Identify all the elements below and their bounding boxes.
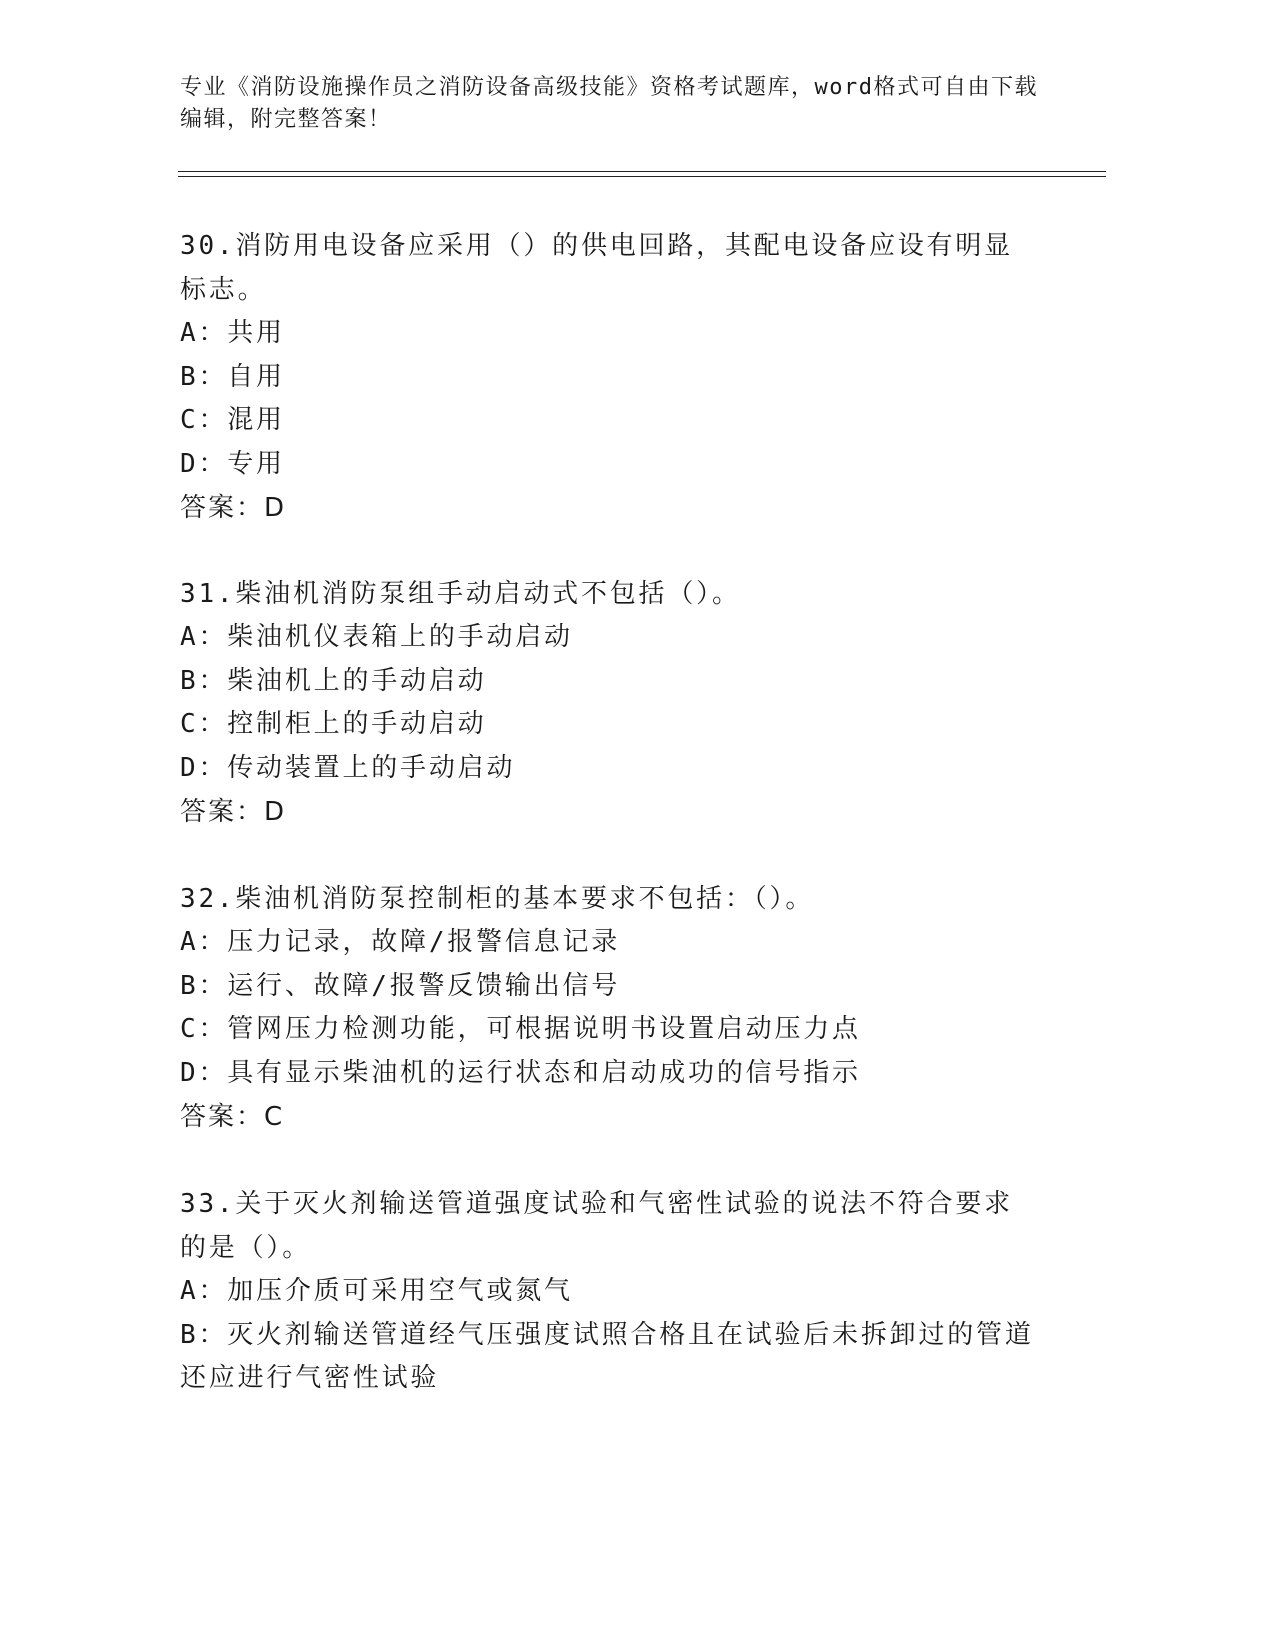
answer: 答案：D bbox=[180, 797, 287, 827]
option-b: B：运行、故障/报警反馈输出信号 bbox=[180, 970, 621, 1001]
question-32 bbox=[180, 877, 1040, 1139]
question-30 bbox=[180, 224, 1040, 530]
question-stem: 32.柴油机消防泵控制柜的基本要求不包括：（）。 bbox=[180, 884, 815, 914]
option-b: B：柴油机上的手动启动 bbox=[180, 665, 487, 696]
option-c: C：管网压力检测功能，可根据说明书设置启动压力点 bbox=[180, 1014, 861, 1044]
answer: 答案：C bbox=[180, 1102, 285, 1132]
option-a: A：柴油机仪表箱上的手动启动 bbox=[180, 622, 573, 652]
question-33 bbox=[180, 1182, 1040, 1401]
answer: 答案：D bbox=[180, 493, 287, 523]
option-d: D：传动装置上的手动启动 bbox=[180, 752, 516, 783]
option-a: A：共用 bbox=[180, 318, 285, 348]
header-divider bbox=[178, 171, 1106, 172]
option-b: B：自用 bbox=[180, 361, 285, 392]
option-b: B：灭火剂输送管道经气压强度试照合格且在试验后未拆卸过的管道还应进行气密性试验 bbox=[180, 1319, 1034, 1393]
header-divider-secondary bbox=[178, 176, 1106, 177]
option-c: C：控制柜上的手动启动 bbox=[180, 709, 487, 739]
document-header: 专业《消防设施操作员之消防设备高级技能》资格考试题库，word格式可自由下载编辑，附完整答案！ bbox=[180, 75, 1038, 132]
option-c: C：混用 bbox=[180, 405, 285, 435]
question-stem: 30.消防用电设备应采用（）的供电回路，其配电设备应设有明显标志。 bbox=[180, 231, 1013, 305]
option-d: D：具有显示柴油机的运行状态和启动成功的信号指示 bbox=[180, 1057, 861, 1088]
question-stem: 31.柴油机消防泵组手动启动式不包括（）。 bbox=[180, 579, 741, 609]
question-31 bbox=[180, 572, 1040, 834]
option-d: D：专用 bbox=[180, 448, 285, 479]
option-a: A：加压介质可采用空气或氮气 bbox=[180, 1276, 573, 1306]
option-a: A：压力记录，故障/报警信息记录 bbox=[180, 927, 621, 957]
question-stem: 33.关于灭火剂输送管道强度试验和气密性试验的说法不符合要求的是（）。 bbox=[180, 1189, 1013, 1263]
